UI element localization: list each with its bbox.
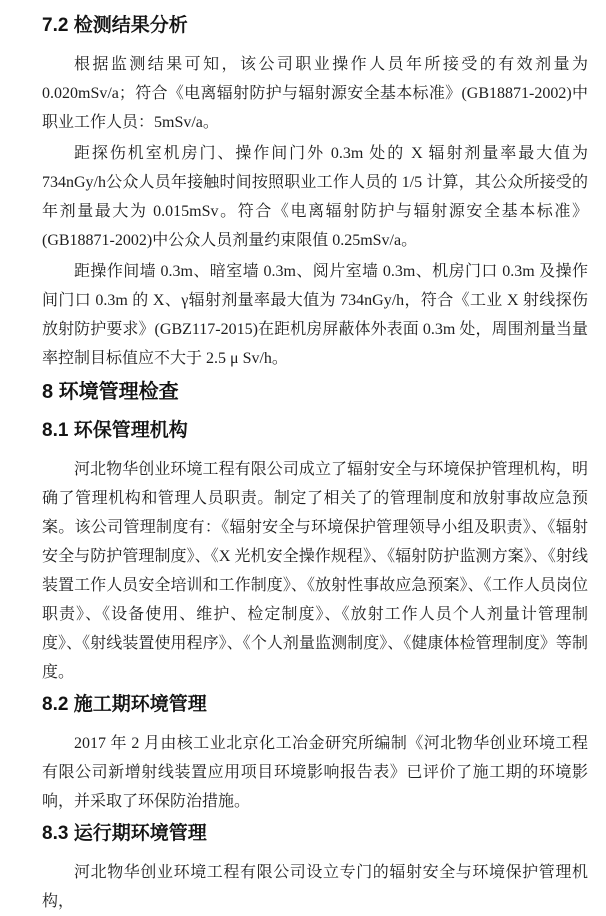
heading-7-2-detection-result-analysis: 7.2 检测结果分析 bbox=[42, 15, 188, 36]
para-operation-period: 河北物华创业环境工程有限公司设立专门的辐射安全与环境保护管理机构， bbox=[42, 864, 588, 910]
para-dose-rate-limits: 距操作间墙 0.3m、暗室墙 0.3m、阅片室墙 0.3m、机房门口 0.3m 及操作间门口 0.3m 的 X、γ辐射剂量率最大值为 734nGy/h，符合《工业 X 射线探伤放射防护要求》(GBZ117-2015)在距机房屏蔽体外表面 0.3m 处，周围剂量当量率控制目标值应不大于 2.5 μ Sv/h。 bbox=[42, 263, 588, 367]
para-occupational-dose: 根据监测结果可知，该公司职业操作人员年所接受的有效剂量为0.020mSv/a；符合《电离辐射防护与辐射源安全基本标准》(GB18871-2002)中职业工作人员：5mSv/a。 bbox=[42, 56, 588, 131]
para-public-dose: 距探伤机室机房门、操作间门外 0.3m 处的 X 辐射剂量率最大值为 734nGy/h公众人员年接触时间按照职业工作人员的 1/5 计算，其公众所接受的年剂量最大为 0.015mSv。符合《电离辐射防护与辐射源安全基本标准》(GB18871-2002)中公众人员剂量约束限值 0.25mSv/a。 bbox=[42, 145, 588, 249]
heading-8-2-construction-period-env-management: 8.2 施工期环境管理 bbox=[42, 694, 207, 715]
heading-8-environmental-management-inspection: 8 环境管理检查 bbox=[42, 381, 179, 403]
para-management-systems: 河北物华创业环境工程有限公司成立了辐射安全与环境保护管理机构，明确了管理机构和管理人员职责。制定了相关了的管理制度和放射事故应急预案。该公司管理制度有：《辐射安全与环境保护管理领导小组及职责》、《辐射安全与防护管理制度》、《X 光机安全操作规程》、《辐射防护监测方案》、《射线装置工作人员安全培训和工作制度》、《放射性事故应急预案》、《工作人员岗位职责》、《设备使用、维护、检定制度》、《放射工作人员个人剂量计管理制度》、《射线装置使用程序》、《个人剂量监测制度》、《健康体检管理制度》等制度。 bbox=[42, 461, 588, 681]
heading-8-3-operation-period-env-management: 8.3 运行期环境管理 bbox=[42, 823, 207, 844]
heading-8-1-environmental-protection-organization: 8.1 环保管理机构 bbox=[42, 420, 188, 441]
para-construction-period: 2017 年 2 月由核工业北京化工冶金研究所编制《河北物华创业环境工程有限公司新增射线装置应用项目环境影响报告表》已评价了施工期的环境影响，并采取了环保防治措施。 bbox=[42, 735, 588, 810]
